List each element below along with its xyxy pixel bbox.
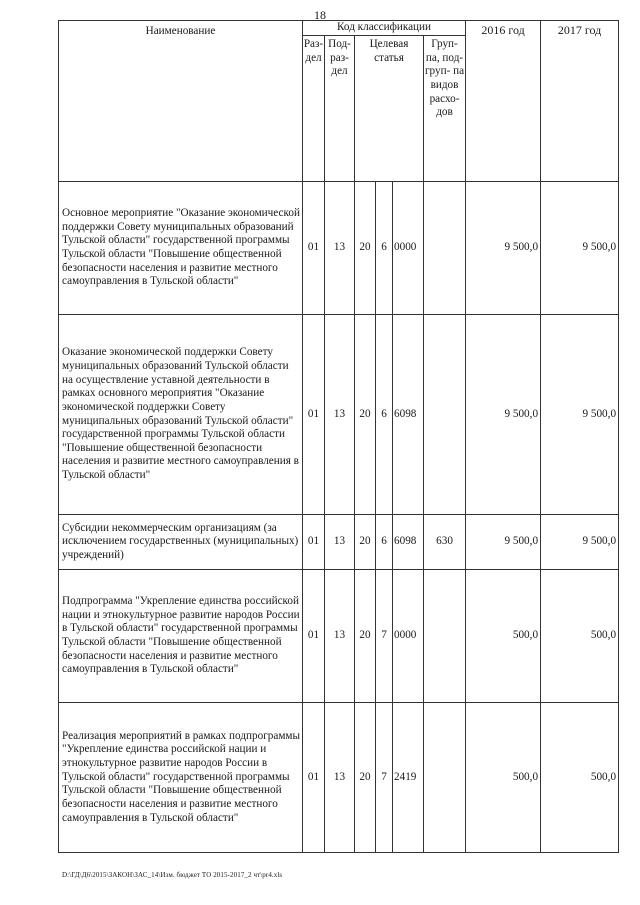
row-target-direction: 2419: [393, 703, 424, 853]
row-name: Субсидии некоммерческим организациям (за исключением государственных (муниципальных) учреждений): [59, 515, 303, 570]
row-amount-2017: 500,0: [541, 570, 619, 703]
budget-table: [58, 20, 619, 853]
row-name: Основное мероприятие "Оказание экономической поддержки Совету муниципальных образований Тульской области" государственной программы Тульской области "Повышение общественной безопасности населения и развитие местного самоуправления в Тульской области": [59, 182, 303, 315]
row-target-subprogram: 6: [376, 315, 393, 515]
row-target-program: 20: [355, 182, 376, 315]
row-amount-2016: 500,0: [466, 570, 541, 703]
row-amount-2017: 9 500,0: [541, 515, 619, 570]
table-row: [59, 315, 619, 515]
row-target-subprogram: 6: [376, 515, 393, 570]
row-section: 01: [303, 570, 325, 703]
header-expense-group: Груп- па, под- груп- па видов расхо- дов: [424, 36, 466, 182]
file-path-footer: D:\ГД\Д6\2015\ЗАКОН\ЗАС_14\Изм. бюджет ТО 2015-2017_2 чт\pr4.xls: [62, 871, 283, 879]
row-target-program: 20: [355, 703, 376, 853]
row-section: 01: [303, 182, 325, 315]
table-row: [59, 182, 619, 315]
row-amount-2016: 9 500,0: [466, 182, 541, 315]
row-target-direction: 0000: [393, 570, 424, 703]
row-section: 01: [303, 703, 325, 853]
row-amount-2017: 9 500,0: [541, 182, 619, 315]
row-amount-2016: 9 500,0: [466, 515, 541, 570]
row-section: 01: [303, 315, 325, 515]
row-expense-group: [424, 315, 466, 515]
header-section: Раз- дел: [303, 36, 325, 182]
row-amount-2016: 9 500,0: [466, 315, 541, 515]
row-section: 01: [303, 515, 325, 570]
row-target-program: 20: [355, 570, 376, 703]
header-target-article: Целевая статья: [355, 36, 424, 182]
row-subsection: 13: [325, 315, 355, 515]
row-name: Реализация мероприятий в рамках подпрограммы "Укрепление единства российской нации и этнокультурное развитие народов России в Тульской области" государственной программы Тульской области "Повышение общественной безопасности населения и развитие местного самоуправления в Тульской области": [59, 703, 303, 853]
table-row: [59, 570, 619, 703]
row-subsection: 13: [325, 182, 355, 315]
row-expense-group: [424, 570, 466, 703]
header-year-2017: 2017 год: [541, 21, 619, 182]
table-row: [59, 515, 619, 570]
row-name: Оказание экономической поддержки Совету муниципальных образований Тульской области на осуществление уставной деятельности в рамках основного мероприятия "Оказание экономической поддержки Совету муниципальных образований Тульской области" государственной программы Тульской области "Повышение общественной безопасности населения и развитие местного самоуправления в Тульской области": [59, 315, 303, 515]
row-target-subprogram: 7: [376, 570, 393, 703]
row-amount-2016: 500,0: [466, 703, 541, 853]
header-year-2016: 2016 год: [466, 21, 541, 182]
row-amount-2017: 9 500,0: [541, 315, 619, 515]
row-amount-2017: 500,0: [541, 703, 619, 853]
header-name: Наименование: [59, 21, 303, 182]
row-expense-group: [424, 703, 466, 853]
row-subsection: 13: [325, 570, 355, 703]
row-target-program: 20: [355, 515, 376, 570]
row-expense-group: [424, 182, 466, 315]
table-row: [59, 703, 619, 853]
header-row-1: [59, 21, 619, 36]
row-name: Подпрограмма "Укрепление единства российской нации и этнокультурное развитие народов России в Тульской области" государственной программы Тульской области "Повышение общественной безопасности населения и развитие местного самоуправления в Тульской области": [59, 570, 303, 703]
header-classification-code: Код классификации: [303, 21, 466, 36]
row-subsection: 13: [325, 515, 355, 570]
page-number: 18: [314, 8, 326, 22]
row-target-program: 20: [355, 315, 376, 515]
row-subsection: 13: [325, 703, 355, 853]
row-target-subprogram: 6: [376, 182, 393, 315]
row-target-subprogram: 7: [376, 703, 393, 853]
row-target-direction: 6098: [393, 515, 424, 570]
row-target-direction: 6098: [393, 315, 424, 515]
row-expense-group: 630: [424, 515, 466, 570]
header-subsection: Под- раз- дел: [325, 36, 355, 182]
row-target-direction: 0000: [393, 182, 424, 315]
